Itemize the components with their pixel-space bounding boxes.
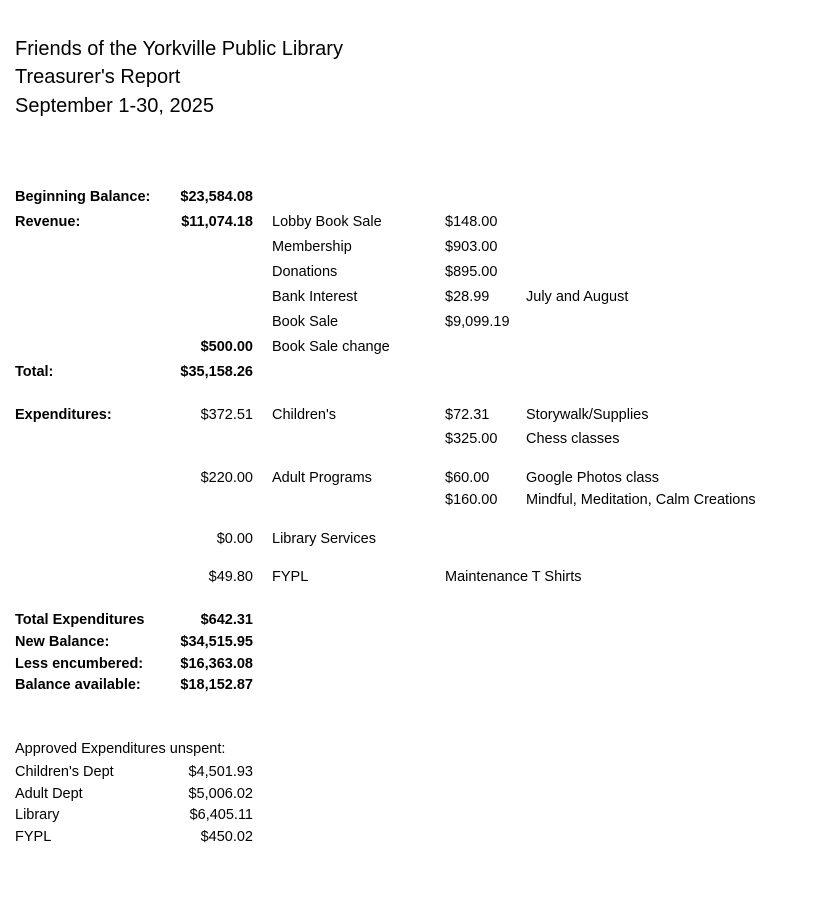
expenditures-label: Expenditures:	[15, 407, 112, 423]
expenditure-item-desc: Chess classes	[526, 431, 620, 447]
expenditure-group-amount: $372.51	[200, 407, 253, 423]
unspent-row-name: Library	[15, 807, 60, 823]
total-value: $35,158.26	[180, 364, 253, 380]
revenue-item-amount: $28.99	[445, 289, 490, 305]
expenditure-group-amount: $0.00	[216, 531, 253, 547]
expenditure-item-amount: $60.00	[445, 470, 490, 486]
revenue-item-name: Donations	[272, 264, 338, 280]
beginning-balance-label: Beginning Balance:	[15, 189, 151, 205]
total-expenditures-value: $642.31	[200, 612, 253, 628]
revenue-item-name: Lobby Book Sale	[272, 214, 382, 230]
balance-available-value: $18,152.87	[180, 677, 253, 693]
expenditure-item-desc: Storywalk/Supplies	[526, 407, 649, 423]
expenditure-group-category: Children's	[272, 407, 337, 423]
revenue-item-name: Book Sale	[272, 314, 339, 330]
expenditure-item-desc: Google Photos class	[526, 470, 659, 486]
revenue-value: $11,074.18	[181, 214, 253, 230]
revenue-item-note: July and August	[526, 289, 629, 305]
total-label: Total:	[15, 364, 54, 380]
expenditure-group-category: FYPL	[272, 569, 309, 585]
expenditure-item-amount: $72.31	[445, 407, 490, 423]
unspent-row-amount: $4,501.93	[188, 764, 253, 780]
revenue-label: Revenue:	[15, 214, 81, 230]
expenditure-item-desc: Maintenance T Shirts	[445, 569, 582, 585]
unspent-row-amount: $450.02	[200, 829, 253, 845]
less-encumbered-value: $16,363.08	[180, 656, 253, 672]
balance-available-label: Balance available:	[15, 677, 141, 693]
less-encumbered-label: Less encumbered:	[15, 656, 144, 672]
expenditure-item-desc: Mindful, Meditation, Calm Creations	[526, 492, 756, 508]
unspent-row-amount: $6,405.11	[189, 807, 253, 823]
org-title: Friends of the Yorkville Public Library	[15, 38, 343, 60]
unspent-row-name: Adult Dept	[15, 786, 83, 802]
book-sale-change-label: Book Sale change	[272, 339, 390, 355]
new-balance-label: New Balance:	[15, 634, 110, 650]
revenue-item-name: Membership	[272, 239, 352, 255]
book-sale-change-value: $500.00	[200, 339, 253, 355]
beginning-balance-value: $23,584.08	[180, 189, 253, 205]
revenue-item-amount: $9,099.19	[445, 314, 510, 330]
report-period: September 1-30, 2025	[15, 95, 215, 117]
revenue-item-amount: $148.00	[445, 214, 498, 230]
revenue-item-name: Bank Interest	[272, 289, 358, 305]
total-expenditures-label: Total Expenditures	[15, 612, 145, 628]
expenditure-item-amount: $325.00	[445, 431, 498, 447]
report-title: Treasurer's Report	[15, 66, 181, 88]
revenue-item-amount: $903.00	[445, 239, 498, 255]
expenditure-item-amount: $160.00	[445, 492, 498, 508]
new-balance-value: $34,515.95	[180, 634, 253, 650]
unspent-row-amount: $5,006.02	[188, 786, 253, 802]
unspent-heading: Approved Expenditures unspent:	[15, 741, 226, 757]
unspent-row-name: FYPL	[15, 829, 52, 845]
expenditure-group-amount: $49.80	[208, 569, 253, 585]
revenue-item-amount: $895.00	[445, 264, 498, 280]
expenditure-group-category: Library Services	[272, 531, 376, 547]
expenditure-group-category: Adult Programs	[272, 470, 372, 486]
unspent-row-name: Children's Dept	[15, 764, 114, 780]
expenditure-group-amount: $220.00	[200, 470, 253, 486]
